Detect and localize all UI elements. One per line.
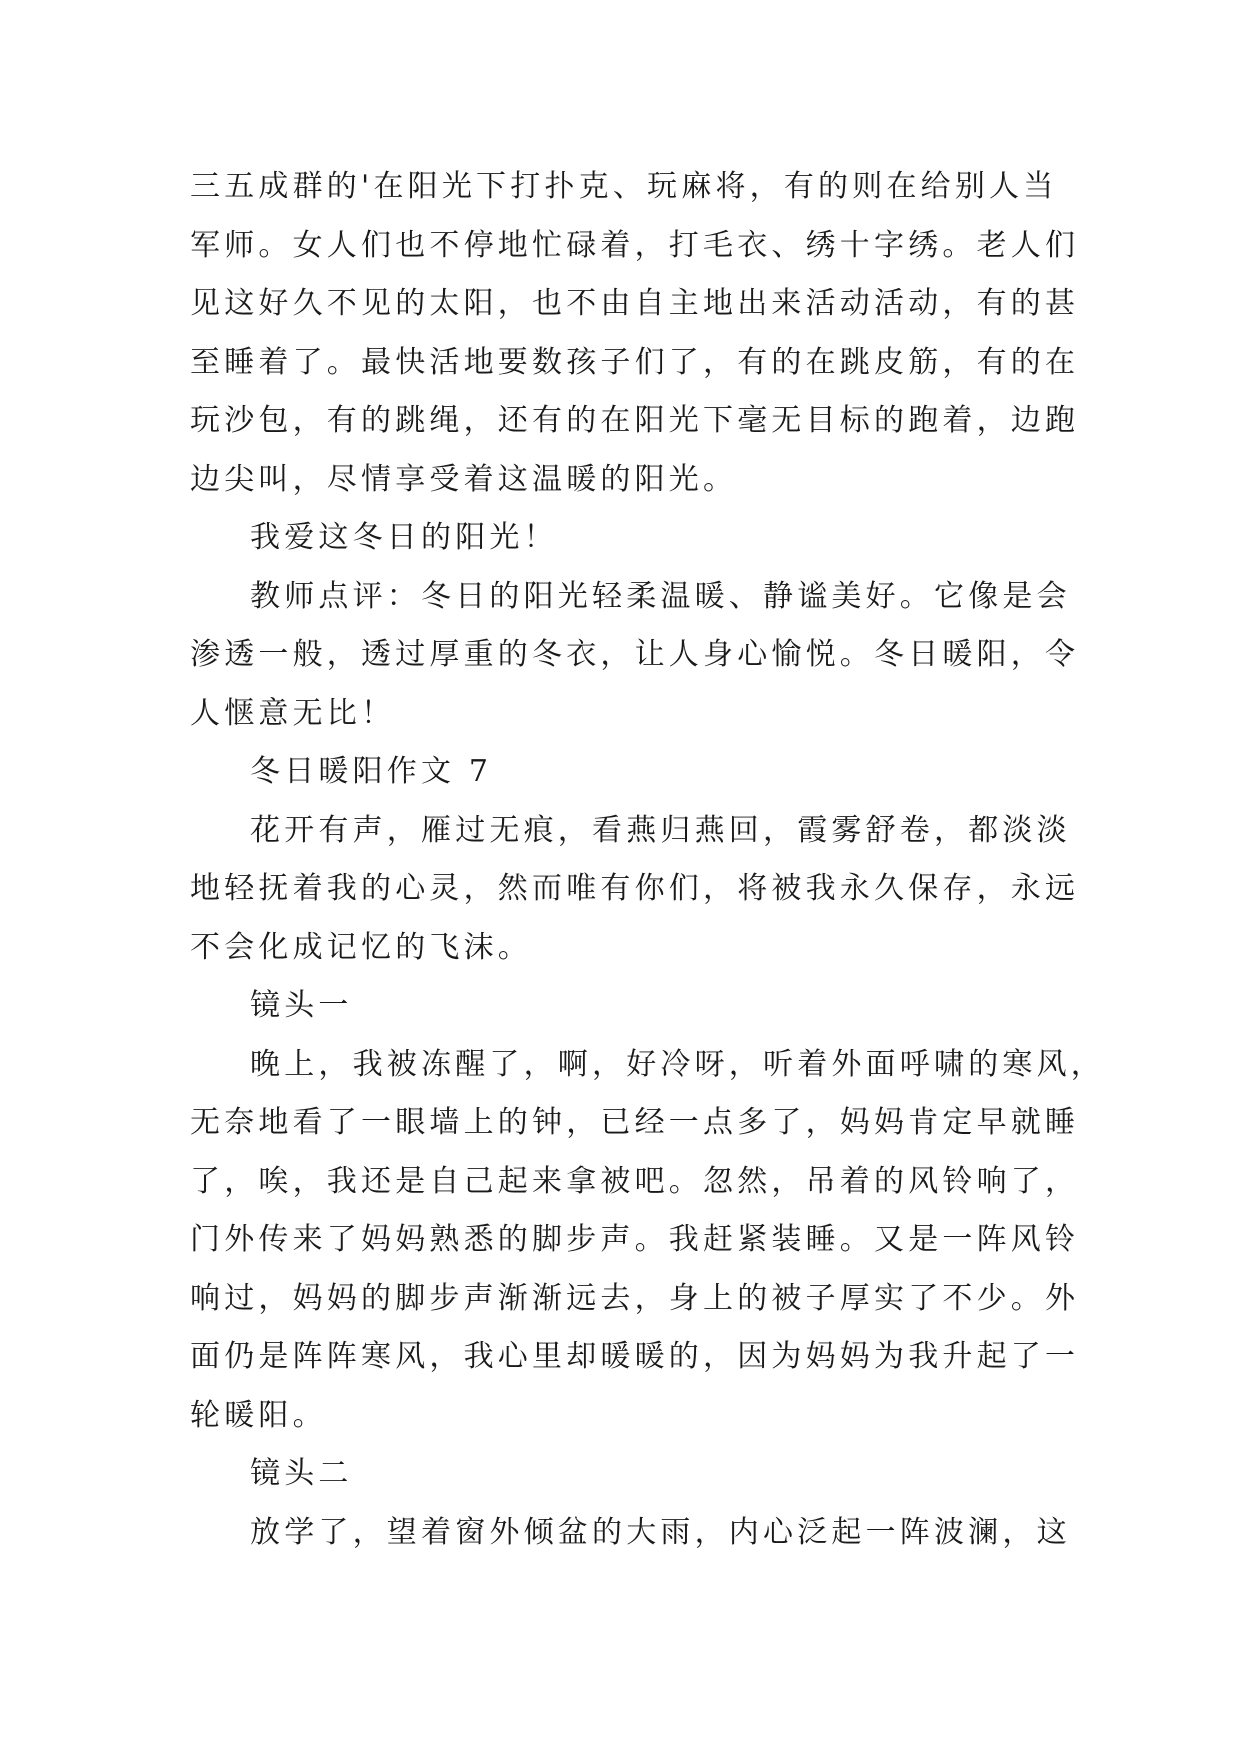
text-line: 三五成群的'在阳光下打扑克、玩麻将，有的则在给别人当 [190, 169, 1058, 204]
text-line: 门外传来了妈妈熟悉的脚步声。我赶紧装睡。又是一阵风铃 [190, 1222, 1080, 1257]
paragraph [190, 158, 1080, 509]
text-line: 放学了，望着窗外倾盆的大雨，内心泛起一阵波澜，这 [250, 1514, 1071, 1550]
text-line: 我爱这冬日的阳光！ [250, 520, 558, 555]
paragraph [190, 568, 1080, 744]
text-line: 了，唉，我还是自己起来拿被吧。忽然，吊着的风铃响了， [190, 1163, 1080, 1199]
text-line: 教师点评：冬日的阳光轻柔温暖、静谧美好。它像是会 [250, 578, 1071, 614]
text-line: 轮暖阳。 [190, 1397, 327, 1433]
text-line: 军师。女人们也不停地忙碌着，打毛衣、绣十字绣。老人们 [190, 227, 1080, 263]
article-body [190, 158, 1105, 1562]
paragraph [190, 509, 1050, 568]
text-line: 人惬意无比！ [190, 695, 396, 731]
paragraph [190, 1504, 1071, 1563]
text-line: 响过，妈妈的脚步声渐渐远去，身上的被子厚实了不少。外 [190, 1280, 1080, 1316]
text-line: 至睡着了。最快活地要数孩子们了，有的在跳皮筋，有的在 [190, 344, 1080, 380]
text-line: 见这好久不见的太阳，也不由自主地出来活动活动，有的甚 [190, 286, 1080, 321]
text-line: 渗透一般，透过厚重的冬衣，让人身心愉悦。冬日暖阳，令 [190, 637, 1080, 672]
text-line: 边尖叫，尽情享受着这温暖的阳光。 [190, 461, 738, 497]
text-line: 无奈地看了一眼墙上的钟，已经一点多了，妈妈肯定早就睡 [190, 1105, 1080, 1140]
text-line: 面仍是阵阵寒风，我心里却暖暖的，因为妈妈为我升起了一 [190, 1339, 1080, 1374]
paragraph [190, 1036, 1105, 1446]
text-line: 镜头二 [250, 1456, 353, 1491]
text-line: 冬日暖阳作文 7 [250, 754, 493, 789]
paragraph [190, 977, 1050, 1036]
paragraph [190, 743, 1050, 802]
text-line: 晚上，我被冻醒了，啊，好冷呀，听着外面呼啸的寒风， [250, 1046, 1105, 1082]
paragraph [190, 802, 1080, 978]
text-line: 不会化成记忆的飞沫。 [190, 929, 532, 965]
text-line: 镜头一 [250, 988, 353, 1023]
text-line: 花开有声，雁过无痕，看燕归燕回，霞雾舒卷，都淡淡 [250, 812, 1071, 848]
text-line: 玩沙包，有的跳绳，还有的在阳光下毫无目标的跑着，边跑 [190, 403, 1080, 438]
paragraph [190, 1445, 1050, 1504]
text-line: 地轻抚着我的心灵，然而唯有你们，将被我永久保存，永远 [190, 871, 1080, 906]
